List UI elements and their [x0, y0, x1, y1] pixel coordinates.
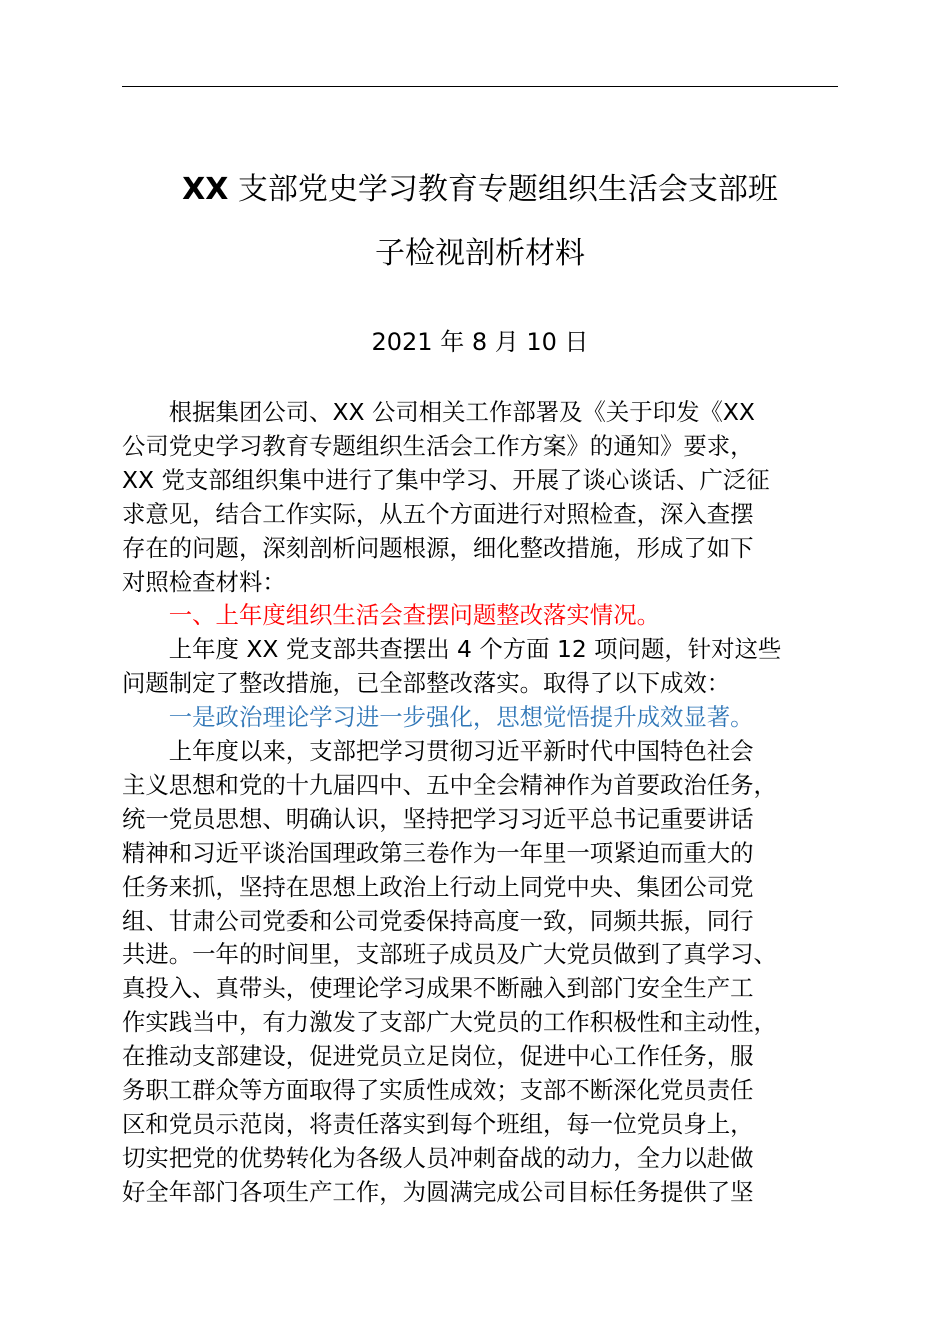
body-text-line: 区和党员示范岗，将责任落实到每个班组，每一位党员身上， [122, 1109, 754, 1138]
body-text-line: 对照检查材料： [122, 567, 286, 596]
body-text-line: 上年度 XX 党支部共查摆出 4 个方面 12 项问题，针对这些 [122, 635, 782, 664]
body-text-line: 务职工群众等方面取得了实质性成效；支部不断深化党员责任 [122, 1076, 754, 1104]
body-text-line: 问题制定了整改措施，已全部整改落实。取得了以下成效： [122, 669, 731, 698]
body-text-line: 任务来抓，坚持在思想上政治上行动上同党中央、集团公司党 [122, 872, 754, 901]
document-date: 2021 年 8 月 10 日 [371, 328, 589, 356]
body-text-line: 根据集团公司、XX 公司相关工作部署及《关于印发《XX [122, 398, 755, 426]
section-heading: 一是政治理论学习进一步强化，思想觉悟提升成效显著。 [122, 703, 754, 732]
body-text-line: 求意见，结合工作实际，从五个方面进行对照检查，深入查摆 [122, 499, 754, 528]
body-text-line: 上年度以来，支部把学习贯彻习近平新时代中国特色社会 [122, 737, 754, 765]
header-rule [122, 86, 838, 87]
document-title-line-1: XX 支部党史学习教育专题组织生活会支部班 [182, 172, 778, 207]
body-text-line: 切实把党的优势转化为各级人员冲刺奋战的动力，全力以赴做 [122, 1143, 754, 1172]
body-text-line: 精神和习近平谈治国理政第三卷作为一年里一项紧迫而重大的 [122, 838, 754, 867]
body-text-line: 真投入、真带头，使理论学习成果不断融入到部门安全生产工 [122, 974, 754, 1003]
body-text-line: 存在的问题，深刻剖析问题根源，细化整改措施，形成了如下 [122, 533, 754, 562]
body-text-line: 公司党史学习教育专题组织生活会工作方案》的通知》要求， [122, 431, 754, 460]
body-text-line: 共进。一年的时间里，支部班子成员及广大党员做到了真学习、 [122, 940, 777, 969]
body-text-line: 作实践当中，有力激发了支部广大党员的工作积极性和主动性， [122, 1008, 777, 1037]
title-xx: XX [182, 172, 229, 207]
document-title-line-2: 子检视剖析材料 [375, 236, 585, 271]
body-text-line: 好全年部门各项生产工作，为圆满完成公司目标任务提供了坚 [122, 1177, 754, 1206]
body-text-line: 统一党员思想、明确认识，坚持把学习习近平总书记重要讲话 [122, 804, 754, 833]
body-text-line: 主义思想和党的十九届四中、五中全会精神作为首要政治任务， [122, 770, 777, 799]
section-heading: 一、上年度组织生活会查摆问题整改落实情况。 [122, 601, 660, 630]
body-text-line: 组、甘肃公司党委和公司党委保持高度一致，同频共振，同行 [122, 906, 754, 935]
body-text-line: XX 党支部组织集中进行了集中学习、开展了谈心谈话、广泛征 [122, 465, 770, 494]
body-text-line: 在推动支部建设，促进党员立足岗位，促进中心工作任务，服 [122, 1042, 754, 1071]
